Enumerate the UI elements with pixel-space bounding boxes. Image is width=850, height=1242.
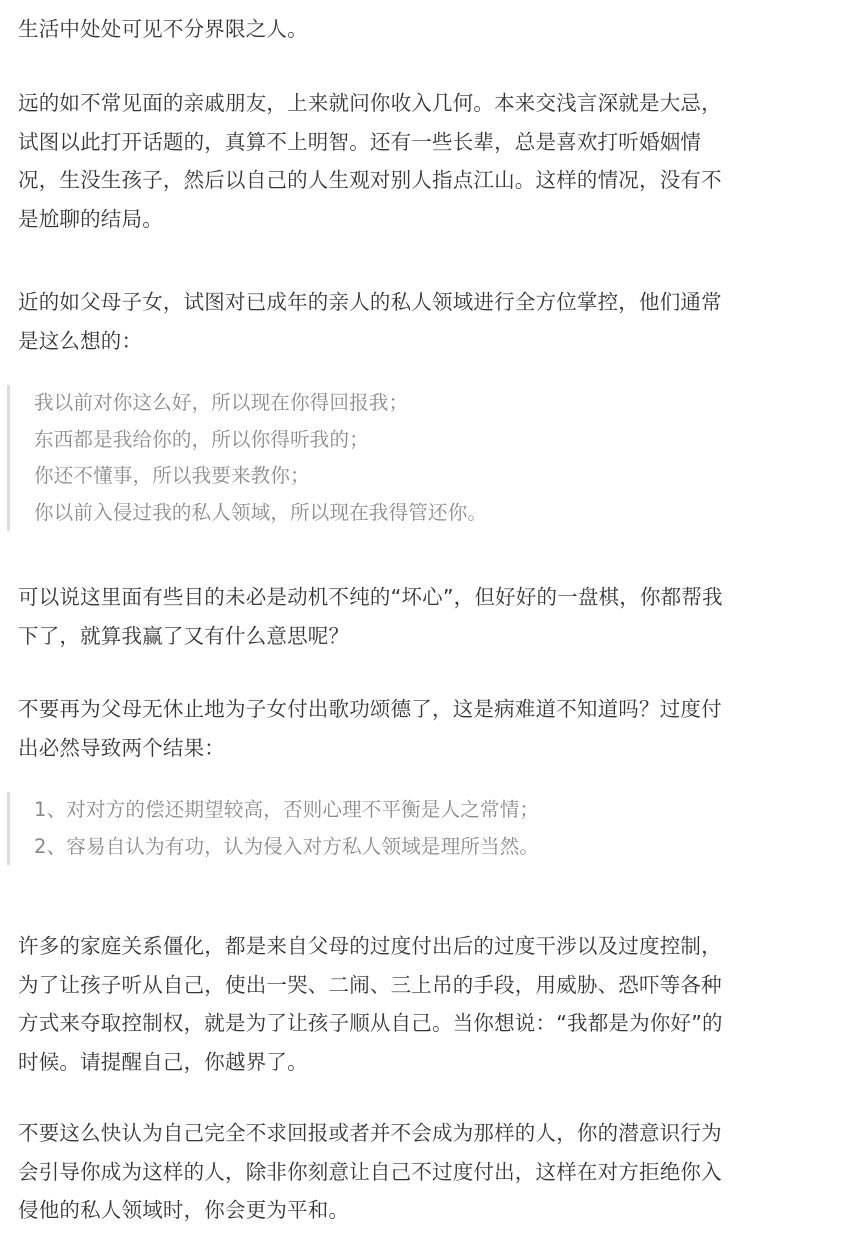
paragraph (18, 578, 844, 655)
blockquote (7, 792, 837, 865)
quote-line: 2、容易自认为有功，认为侵入对方私人领域是理所当然。 (34, 834, 540, 858)
text-line: 可以说这里面有些目的未必是动机不纯的“坏心”，但好好的一盘棋，你都帮我 (18, 585, 723, 609)
text-line: 会引导你成为这样的人，除非你刻意让自己不过度付出，这样在对方拒绝你入 (18, 1159, 722, 1184)
paragraph (18, 690, 844, 767)
text-line: 侵他的私人领域时，你会更为平和。 (18, 1198, 350, 1222)
text-line: 远的如不常见面的亲戚朋友，上来就问你收入几何。本来交浅言深就是大忌， (18, 91, 722, 115)
text-line: 下了，就算我赢了又有什么意思呢？ (18, 623, 350, 648)
text-line: 是这么想的： (18, 328, 143, 353)
blockquote (7, 385, 837, 531)
text-line: 出必然导致两个结果： (18, 735, 225, 760)
text-line: 是尬聊的结局。 (18, 206, 163, 231)
quote-line: 我以前对你这么好，所以现在你得回报我； (34, 391, 409, 414)
text-line: 不要再为父母无休止地为子女付出歌功颂德了，这是病难道不知道吗？过度付 (18, 697, 722, 721)
paragraph (18, 1114, 844, 1230)
text-line: 为了让孩子听从自己，使出一哭、二闹、三上吊的手段，用威胁、恐吓等各种 (18, 972, 722, 997)
text-line: 生活中处处可见不分界限之人。 (18, 17, 308, 41)
text-line: 时候。请提醒自己，你越界了。 (18, 1049, 308, 1074)
text-line: 近的如父母子女，试图对已成年的亲人的私人领域进行全方位掌控，他们通常 (18, 290, 722, 314)
quote-line: 你以前入侵过我的私人领域，所以现在我得管还你。 (34, 500, 488, 524)
quote-line: 1、对对方的偿还期望较高，否则心理不平衡是人之常情； (34, 798, 540, 821)
text-line: 不要这么快认为自己完全不求回报或者并不会成为那样的人，你的潜意识行为 (18, 1121, 722, 1145)
paragraph (18, 84, 844, 238)
text-line: 许多的家庭关系僵化，都是来自父母的过度付出后的过度干涉以及过度控制， (18, 934, 722, 958)
text-line: 方式来夺取控制权，就是为了让孩子顺从自己。当你想说：“我都是为你好”的 (18, 1011, 723, 1035)
text-line: 试图以此打开话题的，真算不上明智。还有一些长辈，总是喜欢打听婚姻情 (18, 129, 702, 154)
paragraph (18, 927, 844, 1081)
paragraph (18, 10, 844, 49)
quote-line: 你还不懂事，所以我要来教你； (34, 464, 310, 487)
text-line: 况，生没生孩子，然后以自己的人生观对别人指点江山。这样的情况，没有不 (18, 168, 722, 192)
quote-line: 东西都是我给你的，所以你得听我的； (34, 427, 369, 451)
paragraph (18, 283, 844, 360)
